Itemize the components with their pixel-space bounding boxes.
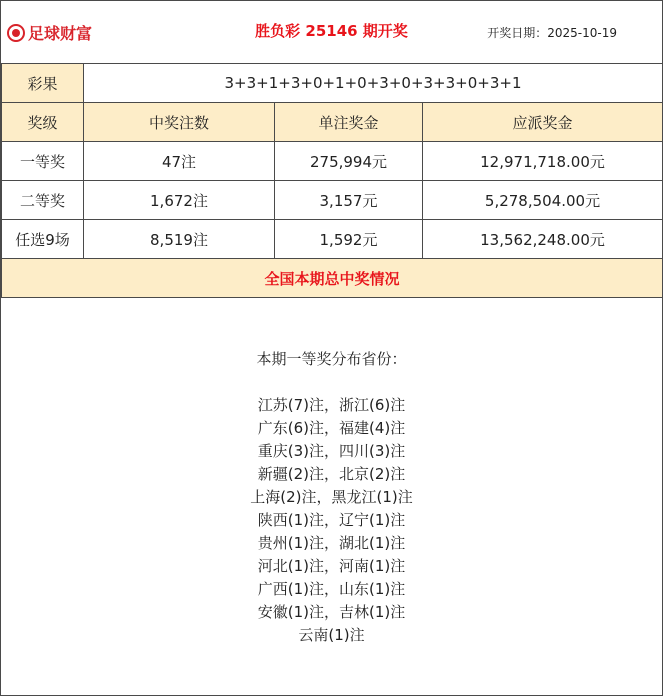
table-row — [2, 220, 663, 259]
prize-table — [1, 63, 663, 298]
distribution-line: 贵州(1)注，湖北(1)注 — [257, 534, 406, 552]
brand-name: 足球财富 — [28, 24, 93, 43]
table-header-row — [2, 103, 663, 142]
distribution-line: 上海(2)注，黑龙江(1)注 — [250, 488, 413, 506]
page-title: 胜负彩 25146 期开奖 — [255, 22, 408, 40]
prize-level: 二等奖 — [2, 181, 84, 220]
total-prize: 12,971,718.00元 — [423, 142, 663, 181]
distribution-line: 河北(1)注，河南(1)注 — [257, 557, 406, 575]
total-prize: 5,278,504.00元 — [423, 181, 663, 220]
result-label: 彩果 — [2, 64, 84, 103]
winner-count: 8,519注 — [84, 220, 275, 259]
distribution-line: 江苏(7)注，浙江(6)注 — [257, 396, 406, 414]
winner-count: 47注 — [84, 142, 275, 181]
column-header-level: 奖级 — [2, 103, 84, 142]
distribution-line: 重庆(3)注，四川(3)注 — [257, 442, 406, 460]
prize-level: 任选9场 — [2, 220, 84, 259]
column-header-total-prize: 应派奖金 — [423, 103, 663, 142]
distribution-line: 云南(1)注 — [298, 626, 365, 644]
province-distribution — [1, 348, 662, 647]
section-title-row — [2, 259, 663, 298]
result-value: 3+3+1+3+0+1+0+3+0+3+3+0+3+1 — [84, 64, 663, 103]
unit-prize: 275,994元 — [275, 142, 423, 181]
distribution-line: 广东(6)注，福建(4)注 — [257, 419, 406, 437]
distribution-line: 安徽(1)注，吉林(1)注 — [257, 603, 406, 621]
section-title: 全国本期总中奖情况 — [2, 259, 663, 298]
header — [1, 1, 662, 63]
column-header-unit-prize: 单注奖金 — [275, 103, 423, 142]
distribution-line: 广西(1)注，山东(1)注 — [257, 580, 406, 598]
table-row — [2, 142, 663, 181]
unit-prize: 3,157元 — [275, 181, 423, 220]
unit-prize: 1,592元 — [275, 220, 423, 259]
table-row — [2, 181, 663, 220]
distribution-line: 陕西(1)注，辽宁(1)注 — [257, 511, 406, 529]
total-prize: 13,562,248.00元 — [423, 220, 663, 259]
result-row — [2, 64, 663, 103]
prize-level: 一等奖 — [2, 142, 84, 181]
column-header-count: 中奖注数 — [84, 103, 275, 142]
draw-date: 开奖日期：2025-10-19 — [487, 26, 617, 40]
distribution-line: 新疆(2)注，北京(2)注 — [257, 465, 406, 483]
winner-count: 1,672注 — [84, 181, 275, 220]
distribution-title: 本期一等奖分布省份： — [256, 350, 407, 368]
